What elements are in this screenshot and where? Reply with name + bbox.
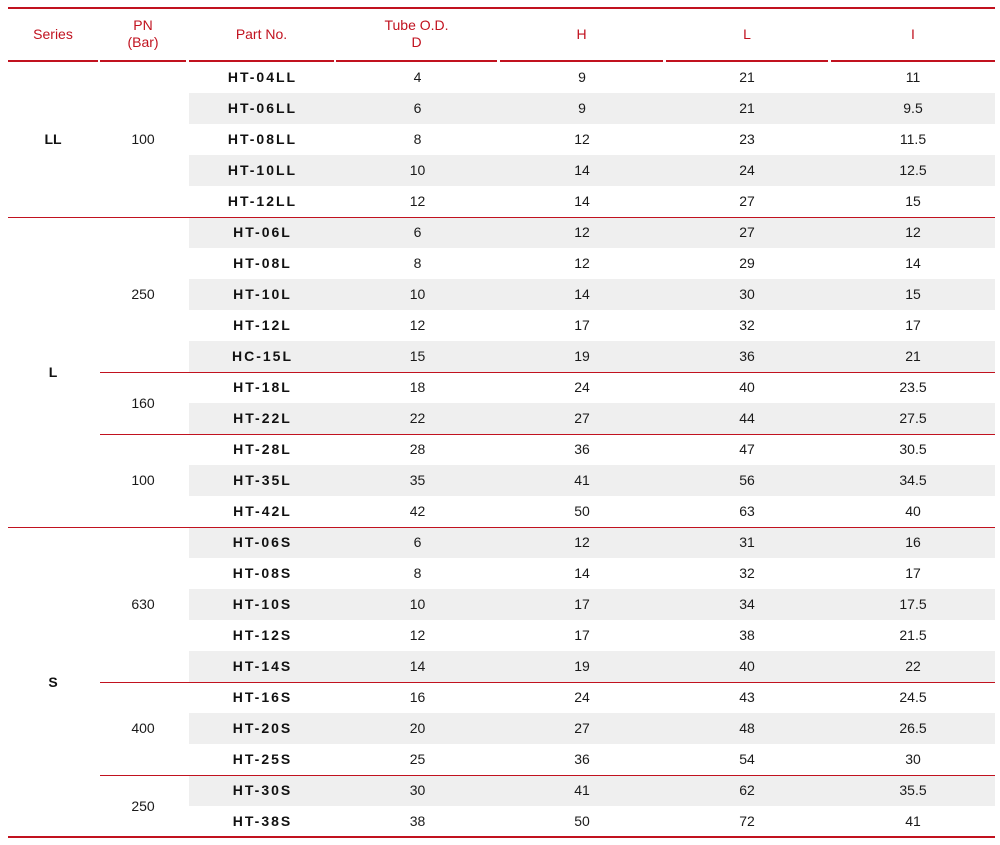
pn-value: 400 (131, 720, 155, 736)
l-value-cell: 23 (739, 131, 755, 147)
h-value-cell: 19 (574, 348, 590, 364)
h-value-cell: 9 (578, 69, 586, 85)
l-value-cell: 27 (739, 224, 755, 240)
i-value-cell: 30 (905, 751, 921, 767)
i-value-cell: 41 (905, 813, 921, 829)
part-number-cell: HT-38S (232, 813, 293, 829)
tube-od-cell: 10 (409, 162, 426, 178)
tube-od-cell: 10 (409, 596, 426, 612)
tube-od-cell: 30 (409, 782, 426, 798)
table-row (189, 93, 995, 124)
part-number-cell: HT-08L (233, 255, 292, 271)
l-value-cell: 31 (739, 534, 755, 550)
h-value-cell: 36 (574, 751, 590, 767)
l-value-cell: 47 (739, 441, 755, 457)
part-number-cell: HT-20S (232, 720, 293, 736)
l-value-cell: 36 (739, 348, 755, 364)
l-value-cell: 32 (739, 565, 755, 581)
header-tube-od-line2: D (411, 34, 422, 50)
l-value-cell: 21 (739, 100, 755, 116)
i-value-cell: 14 (905, 255, 921, 271)
h-value-cell: 14 (574, 286, 590, 302)
part-number-cell: HT-10L (233, 286, 292, 302)
l-value-cell: 30 (739, 286, 755, 302)
part-number-cell: HT-22L (233, 410, 292, 426)
part-number-cell: HC-15L (231, 348, 293, 364)
i-value-cell: 40 (905, 503, 921, 519)
table-row (189, 186, 995, 217)
l-value-cell: 38 (739, 627, 755, 643)
i-value-cell: 17.5 (899, 596, 927, 612)
i-value-cell: 26.5 (899, 720, 927, 736)
pn-value: 250 (131, 286, 155, 302)
table-row (189, 651, 995, 682)
header-tube-od-line1: Tube O.D. (384, 17, 449, 33)
h-value-cell: 12 (574, 224, 590, 240)
pn-group-divider (100, 682, 995, 683)
series-group-divider (8, 217, 995, 218)
h-value-cell: 19 (574, 658, 590, 674)
i-value-cell: 21.5 (899, 627, 927, 643)
header-i-label: I (911, 25, 915, 42)
series-group-divider (8, 527, 995, 528)
header-h (500, 9, 663, 59)
header-h-label: H (576, 25, 587, 42)
tube-od-cell: 12 (409, 317, 426, 333)
table-row (189, 124, 995, 155)
h-value-cell: 17 (574, 596, 590, 612)
table-row (189, 496, 995, 527)
part-number-cell: HT-06LL (227, 100, 298, 116)
l-value-cell: 62 (739, 782, 755, 798)
header-tube-od (336, 9, 497, 59)
l-value-cell: 54 (739, 751, 755, 767)
l-value-cell: 56 (739, 472, 755, 488)
pn-group-divider (100, 434, 995, 435)
table-row (189, 806, 995, 837)
table-row (189, 403, 995, 434)
l-value-cell: 29 (739, 255, 755, 271)
tube-od-cell: 35 (409, 472, 426, 488)
part-number-cell: HT-25S (232, 751, 293, 767)
table-row (189, 465, 995, 496)
part-number-cell: HT-06L (233, 224, 292, 240)
h-value-cell: 41 (574, 472, 590, 488)
i-value-cell: 11.5 (899, 131, 927, 147)
table-row (189, 341, 995, 372)
part-number-cell: HT-08S (232, 565, 293, 581)
h-value-cell: 36 (574, 441, 590, 457)
h-value-cell: 12 (574, 534, 590, 550)
tube-od-cell: 4 (413, 69, 422, 85)
table-row (189, 248, 995, 279)
h-value-cell: 9 (578, 100, 586, 116)
tube-od-cell: 38 (409, 813, 426, 829)
l-value-cell: 21 (739, 69, 755, 85)
table-row (189, 527, 995, 558)
i-value-cell: 30.5 (899, 441, 927, 457)
header-series-label: Series (33, 25, 73, 42)
pn-value: 630 (131, 596, 155, 612)
table-row (189, 279, 995, 310)
i-value-cell: 9.5 (903, 100, 923, 116)
part-number-cell: HT-30S (232, 782, 293, 798)
l-value-cell: 63 (739, 503, 755, 519)
table-row (189, 775, 995, 806)
part-number-cell: HT-06S (232, 534, 293, 550)
l-value-cell: 32 (739, 317, 755, 333)
h-value-cell: 14 (574, 193, 590, 209)
i-value-cell: 12.5 (899, 162, 927, 178)
i-value-cell: 15 (905, 193, 921, 209)
header-part-no-label: Part No. (235, 25, 288, 42)
series-name: S (48, 674, 58, 690)
table-row (189, 155, 995, 186)
h-value-cell: 50 (574, 503, 590, 519)
part-number-cell: HT-42L (233, 503, 292, 519)
h-value-cell: 24 (574, 689, 590, 705)
table-row (189, 713, 995, 744)
l-value-cell: 40 (739, 379, 755, 395)
part-number-cell: HT-12L (233, 317, 292, 333)
tube-od-cell: 14 (409, 658, 426, 674)
part-number-cell: HT-04LL (227, 69, 298, 85)
i-value-cell: 15 (905, 286, 921, 302)
l-value-cell: 40 (739, 658, 755, 674)
tube-od-cell: 20 (409, 720, 426, 736)
table-row (189, 372, 995, 403)
tube-od-cell: 8 (413, 255, 422, 271)
header-pn-line1: PN (133, 17, 153, 33)
pn-value: 100 (131, 472, 155, 488)
header-series (8, 9, 98, 59)
series-name: LL (44, 131, 62, 147)
h-value-cell: 41 (574, 782, 590, 798)
i-value-cell: 16 (905, 534, 921, 550)
series-name: L (48, 364, 58, 380)
i-value-cell: 17 (905, 317, 921, 333)
table-row (189, 310, 995, 341)
tube-od-cell: 25 (409, 751, 426, 767)
tube-od-cell: 8 (413, 131, 422, 147)
l-value-cell: 43 (739, 689, 755, 705)
header-pn-line2: (Bar) (127, 34, 159, 50)
part-number-cell: HT-16S (232, 689, 293, 705)
h-value-cell: 12 (574, 255, 590, 271)
table-row (189, 744, 995, 775)
part-number-cell: HT-10LL (227, 162, 298, 178)
l-value-cell: 48 (739, 720, 755, 736)
tube-od-cell: 6 (413, 224, 422, 240)
tube-od-cell: 12 (409, 193, 426, 209)
table-row (189, 682, 995, 713)
pn-value: 250 (131, 798, 155, 814)
part-number-cell: HT-14S (232, 658, 293, 674)
tube-od-cell: 8 (413, 565, 422, 581)
i-value-cell: 22 (905, 658, 921, 674)
i-value-cell: 11 (905, 69, 921, 85)
l-value-cell: 24 (739, 162, 755, 178)
header-pn (100, 9, 186, 59)
tube-od-cell: 22 (409, 410, 426, 426)
table-row (189, 589, 995, 620)
table-row (189, 558, 995, 589)
l-value-cell: 44 (739, 410, 755, 426)
table-row (189, 217, 995, 248)
h-value-cell: 27 (574, 410, 590, 426)
tube-od-cell: 12 (409, 627, 426, 643)
i-value-cell: 23.5 (899, 379, 927, 395)
header-l-label: L (743, 25, 751, 42)
header-i (831, 9, 995, 59)
header-part-no (189, 9, 334, 59)
part-number-cell: HT-12LL (227, 193, 298, 209)
pn-group-divider (100, 775, 995, 776)
tube-od-cell: 16 (409, 689, 426, 705)
table-bottom-rule (8, 836, 995, 838)
h-value-cell: 17 (574, 627, 590, 643)
tube-od-cell: 28 (409, 441, 426, 457)
part-number-cell: HT-35L (233, 472, 292, 488)
tube-od-cell: 42 (409, 503, 426, 519)
i-value-cell: 12 (905, 224, 921, 240)
part-number-cell: HT-12S (232, 627, 293, 643)
tube-od-cell: 10 (409, 286, 426, 302)
l-value-cell: 34 (739, 596, 755, 612)
h-value-cell: 24 (574, 379, 590, 395)
pn-value: 160 (131, 395, 155, 411)
h-value-cell: 14 (574, 565, 590, 581)
i-value-cell: 21 (905, 348, 921, 364)
tube-od-cell: 15 (409, 348, 426, 364)
i-value-cell: 34.5 (899, 472, 927, 488)
h-value-cell: 12 (574, 131, 590, 147)
tube-od-cell: 6 (413, 534, 422, 550)
i-value-cell: 24.5 (899, 689, 927, 705)
part-number-cell: HT-28L (233, 441, 292, 457)
pn-value: 100 (131, 131, 155, 147)
pn-group-divider (100, 372, 995, 373)
part-number-cell: HT-10S (232, 596, 293, 612)
h-value-cell: 17 (574, 317, 590, 333)
table-row (189, 620, 995, 651)
table-row (189, 62, 995, 93)
part-number-cell: HT-08LL (227, 131, 298, 147)
i-value-cell: 17 (905, 565, 921, 581)
h-value-cell: 14 (574, 162, 590, 178)
tube-od-cell: 6 (413, 100, 422, 116)
header-l (666, 9, 828, 59)
tube-od-cell: 18 (409, 379, 426, 395)
part-number-cell: HT-18L (233, 379, 292, 395)
h-value-cell: 50 (574, 813, 590, 829)
l-value-cell: 72 (739, 813, 755, 829)
l-value-cell: 27 (739, 193, 755, 209)
h-value-cell: 27 (574, 720, 590, 736)
table-row (189, 434, 995, 465)
i-value-cell: 35.5 (899, 782, 927, 798)
i-value-cell: 27.5 (899, 410, 927, 426)
